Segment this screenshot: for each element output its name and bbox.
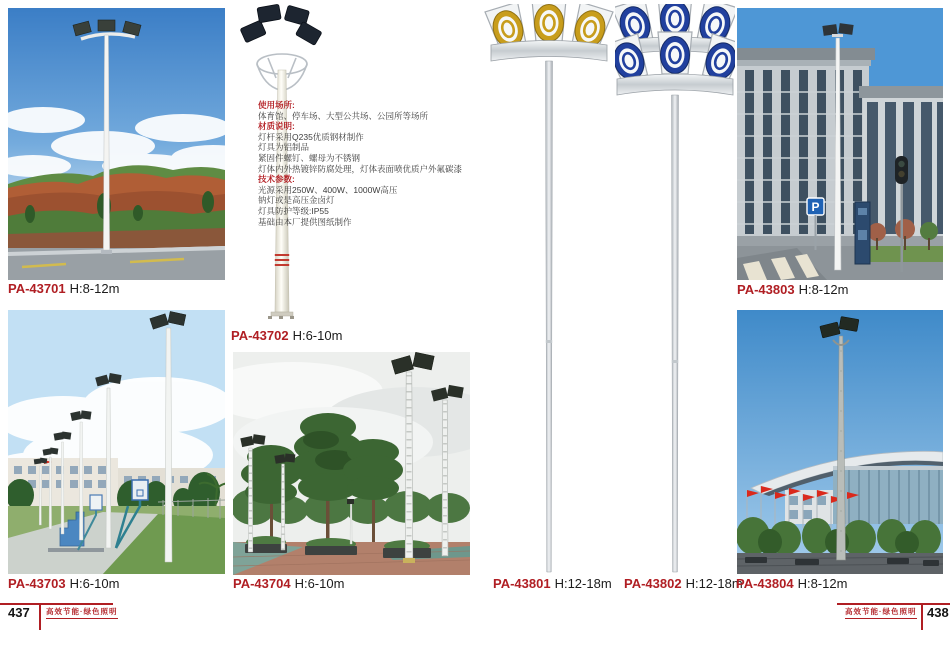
spec-line: 体育馆、停车场、大型公共场、公园所等场所: [258, 110, 429, 121]
photo-pa43701-illustration: [8, 8, 225, 280]
parking-sign-letter: P: [811, 200, 820, 214]
product-height: H:6-10m: [294, 576, 345, 591]
spec-line: 紧固件螺钉、螺母为不锈钢: [258, 152, 361, 163]
footer-slogan-left: 高效节能·绿色照明: [46, 607, 118, 619]
page-number-left: 437: [8, 605, 30, 620]
pole-shaft: [546, 61, 553, 572]
spec-line: 基础由本厂提供图纸制作: [258, 216, 352, 227]
product-height: H:6-10m: [69, 576, 120, 591]
spec-line: 灯具防护等级:IP55: [258, 205, 329, 216]
info-kiosk: [855, 202, 870, 264]
product-label-pa43804: [736, 577, 847, 591]
photo-pa43704: [233, 352, 470, 575]
footer-right-divider: [921, 603, 923, 630]
page-number-right: 438: [927, 605, 949, 620]
product-height: H:12-18m: [554, 576, 612, 591]
product-code: PA-43802: [624, 576, 682, 591]
product-code: PA-43704: [233, 576, 291, 591]
photo-pa43703: [8, 310, 225, 574]
product-code: PA-43801: [493, 576, 551, 591]
pole-pa43802-illustration: [615, 4, 735, 576]
photo-pa43801: [484, 4, 614, 576]
product-code: PA-43703: [8, 576, 66, 591]
product-code: PA-43804: [736, 576, 794, 591]
photo-pa43804-illustration: [737, 310, 943, 574]
spec-text-block: [258, 100, 466, 227]
spec-line: 钠灯或是高压金卤灯: [258, 195, 335, 206]
pole-pa43801-illustration: [484, 4, 614, 576]
product-label-pa43802: [624, 577, 743, 591]
product-height: H:8-12m: [69, 281, 120, 296]
product-code: PA-43701: [8, 281, 66, 296]
photo-pa43701: [8, 8, 225, 280]
photo-pa43703-illustration: [8, 310, 225, 574]
photo-pa43704-illustration: [233, 352, 470, 575]
spec-heading-material: 材质说明:: [258, 121, 295, 132]
product-height: H:12-18m: [685, 576, 743, 591]
photo-pa43804: [737, 310, 943, 574]
product-label-pa43702: [231, 329, 342, 343]
spec-line: 灯具为铝制品: [258, 142, 310, 153]
gold-ring-crown: [485, 4, 613, 61]
product-label-pa43701: [8, 282, 119, 296]
red-stripes: [275, 254, 289, 266]
footer-slogan-right: 高效节能·绿色照明: [845, 607, 917, 619]
product-code: PA-43702: [231, 328, 289, 343]
spec-heading-tech: 技术参数:: [258, 174, 295, 185]
footer-left-divider: [39, 603, 41, 630]
spec-line: 灯体内外热镀锌防腐处理，灯体表面喷优质户外氟碳漆: [258, 163, 463, 174]
spec-heading-usage: 使用场所:: [258, 100, 295, 110]
photo-pa43803: [737, 8, 943, 280]
product-label-pa43703: [8, 577, 119, 591]
spec-line: 灯杆采用Q235优质钢材制作: [258, 131, 364, 142]
product-height: H:6-10m: [292, 328, 343, 343]
blue-ring-crown: [615, 4, 735, 95]
product-label-pa43704: [233, 577, 344, 591]
product-label-pa43801: [493, 577, 612, 591]
pole-shaft: [672, 95, 679, 572]
photo-pa43802: [615, 4, 735, 576]
spec-line: 光源采用250W、400W、1000W高压: [258, 184, 398, 195]
product-code: PA-43803: [737, 282, 795, 297]
product-height: H:8-12m: [797, 576, 848, 591]
product-height: H:8-12m: [798, 282, 849, 297]
product-label-pa43803: [737, 283, 848, 297]
photo-pa43803-illustration: [737, 8, 943, 280]
